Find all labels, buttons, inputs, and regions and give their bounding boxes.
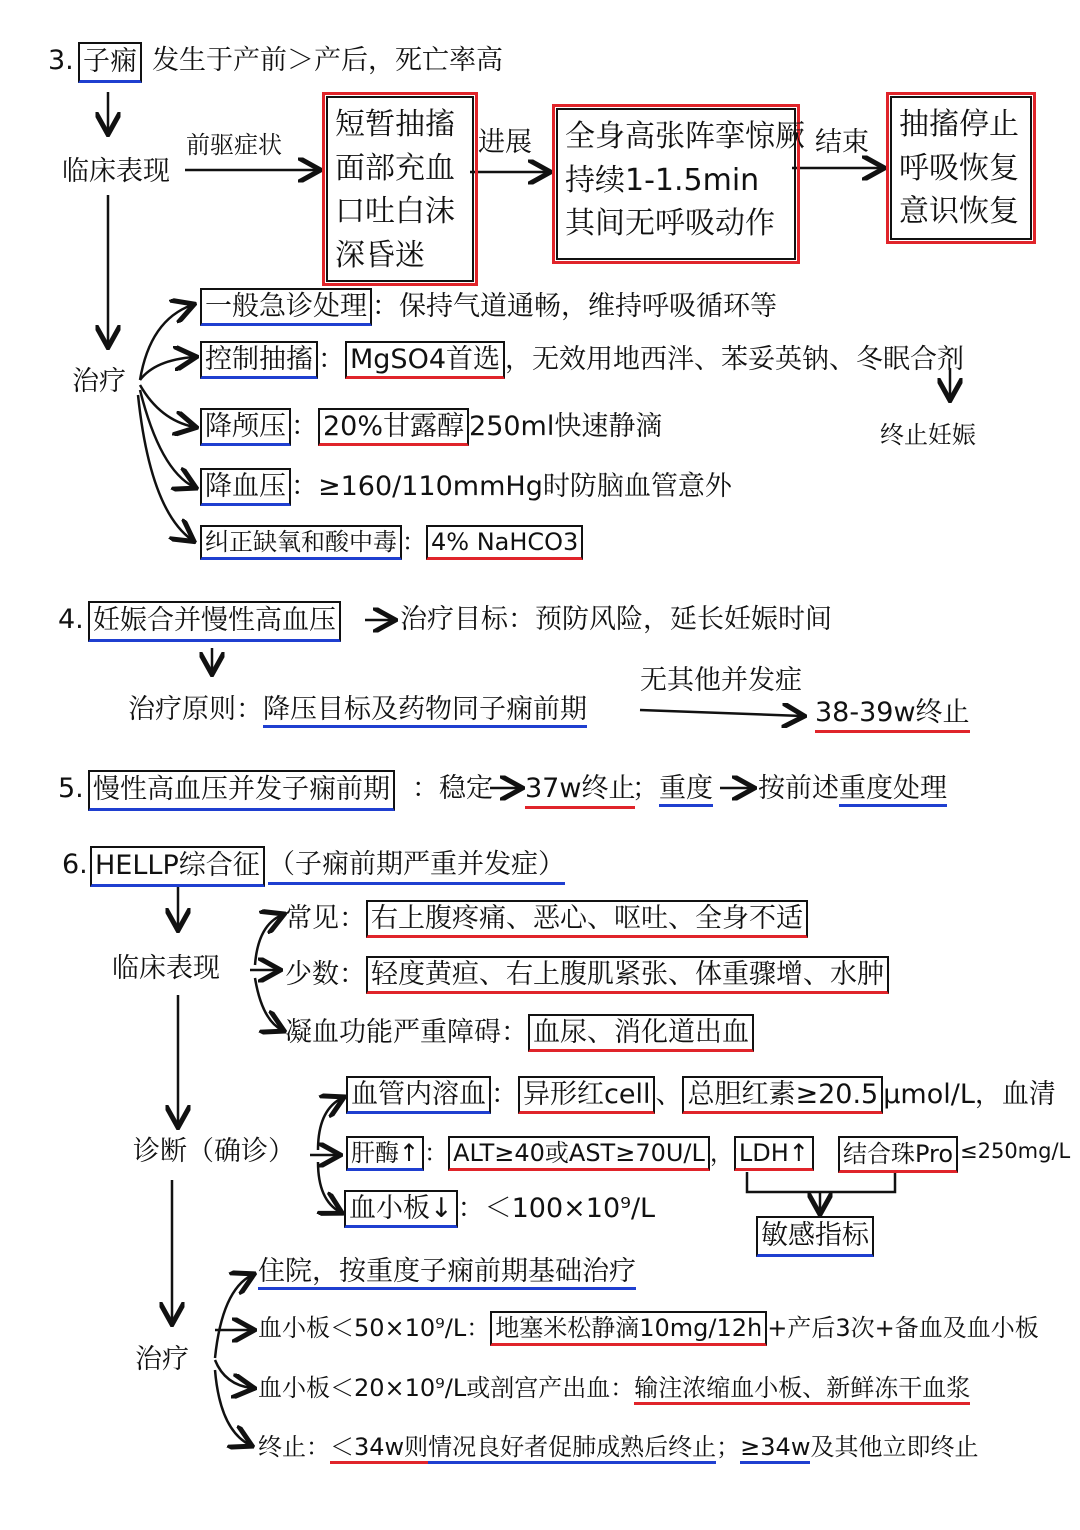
s6-subtitle: （子痫前期严重并发症） (268, 848, 565, 885)
s6-hemolysis-a: 异形红cell (518, 1076, 655, 1114)
section-5-title: 慢性高血压并发子痫前期 (88, 770, 395, 811)
s3-box1-line: 口吐白沫 (335, 194, 455, 229)
s3-box1-line: 短暂抽搐 (335, 107, 455, 142)
s3-progress-label: 进展 (478, 127, 532, 158)
s6-treat-4-d: ≥34w (740, 1433, 810, 1464)
s3-treat-item: 降颅压 ： 20%甘露醇 250ml快速静滴 (200, 410, 662, 444)
s6-plt-label: 血小板↓ (344, 1190, 458, 1228)
s6-treat-4 (258, 1432, 978, 1462)
s6-treat-2-highlight: 地塞米松静滴10mg/12h (490, 1311, 767, 1346)
s3-clinical-label: 临床表现 (62, 156, 170, 187)
s3-treat-item-text: ：保持气道通畅，维持呼吸循环等 (372, 291, 777, 322)
s3-box3-line: 意识恢复 (899, 194, 1019, 229)
s6-hemolysis-c: μmol/L，血清 (883, 1079, 1056, 1110)
section-5-number: 5. (58, 773, 84, 804)
s6-treat-3 (258, 1373, 970, 1403)
s6-hemolysis-b: 总胆红素≥20.5 (682, 1076, 883, 1114)
s3-box2-line: 持续1-1.5min (565, 162, 760, 198)
s3-treat-item (200, 290, 777, 324)
section-4-number: 4. (58, 604, 84, 635)
s3-treat-item-text: ，无效用地西泮、苯妥英钠、冬眠合剂 (505, 344, 965, 375)
section-6-number: 6. (62, 849, 88, 880)
s3-convulsion-box (552, 104, 805, 264)
s5-stable-label: 稳定 (439, 773, 493, 804)
s3-treat-item-label: 降血压 (200, 468, 291, 506)
s6-common-text: 右上腹疼痛、恶心、呕吐、全身不适 (366, 900, 808, 938)
s6-treat-4-e: 及其他立即终止 (810, 1433, 979, 1461)
s3-box1-line: 面部充血 (335, 150, 455, 186)
s3-treat-item-text: 250ml快速静滴 (469, 411, 663, 442)
s6-treat-1 (258, 1255, 636, 1289)
s6-diag-label: 诊断（确诊） (133, 1136, 295, 1167)
s3-treat-item: 纠正缺氧和酸中毒 ： 4% NaHCO3 (200, 527, 583, 557)
s3-recovery-box (886, 92, 1036, 244)
s6-treat-4-label: 终止： (258, 1433, 330, 1461)
s3-box2-line: 其间无呼吸动作 (565, 206, 775, 241)
s6-sensitive-indicator: 敏感指标 (756, 1216, 874, 1257)
s3-treat-item-highlight: 4% NaHCO3 (426, 525, 583, 560)
s5-stable: ：稳定 (412, 773, 493, 804)
s6-clinical-label: 临床表现 (112, 953, 220, 984)
section-6-title: HELLP综合征 (90, 846, 265, 887)
s4-principle-text: 降压目标及药物同子痫前期 (263, 694, 587, 728)
s6-liver-a: ALT≥40或AST≥70U/L (448, 1136, 710, 1171)
section-3-number: 3. (48, 45, 74, 76)
s5-severe-result-text: 重度处理 (839, 773, 947, 807)
s5-severe-label: 重度 (659, 773, 713, 807)
s6-treat-2-rest: +产后3次+备血及血小板 (767, 1314, 1039, 1342)
s6-common-label: 常见： (285, 903, 366, 934)
s3-treat-item-highlight: MgSO4首选 (345, 341, 505, 379)
s6-plt-text: ：＜100×10⁹/L (457, 1193, 656, 1224)
s3-box2-line: 全身高张阵挛惊厥 (565, 119, 805, 154)
s3-box3-line: 呼吸恢复 (899, 150, 1019, 186)
s6-few-label: 少数： (285, 959, 366, 990)
s6-liver-b: LDH↑ (734, 1136, 814, 1171)
s3-treat-label: 治疗 (72, 366, 126, 397)
s3-treat-item-highlight: 20%甘露醇 (318, 408, 469, 446)
s6-hemolysis-label: 血管内溶血 (346, 1076, 491, 1114)
s3-prodrome-label: 前驱症状 (186, 131, 282, 159)
s3-terminate-label: 终止妊娠 (880, 421, 976, 449)
section-3-title: 子痫 (78, 42, 142, 83)
s6-plt (344, 1192, 655, 1226)
s6-coag (285, 1016, 754, 1050)
s6-liver-d: ≤250mg/L (960, 1139, 1071, 1163)
section-3-desc: 发生于产前＞产后，死亡率高 (152, 45, 503, 76)
s3-treat-item (200, 470, 732, 504)
s5-severe-result (758, 772, 947, 806)
s6-treat-2-label: 血小板＜50×10⁹/L： (258, 1314, 491, 1342)
s6-treat-4-a: ＜34w则 (330, 1433, 428, 1464)
s5-severe: ；重度 (632, 772, 713, 806)
s6-treat-4-c: ； (716, 1433, 741, 1461)
s3-box1-line: 深昏迷 (335, 237, 425, 273)
s3-treat-item-label: 控制抽搐 (200, 341, 318, 379)
s6-coag-text: 血尿、消化道出血 (528, 1014, 754, 1052)
s5-stable-result: 37w终止 (525, 772, 635, 809)
s6-liver-label: 肝酶↑ (346, 1136, 424, 1171)
s4-arrow-text: 无其他并发症 (640, 665, 802, 696)
s6-few (285, 958, 889, 992)
s3-treat-item-label: 降颅压 (200, 408, 291, 446)
s3-treat-item-label: 纠正缺氧和酸中毒 (200, 525, 402, 560)
s6-liver-c: 结合珠Pro (838, 1136, 958, 1173)
s6-treat-1-text: 住院，按重度子痫前期基础治疗 (258, 1256, 636, 1290)
s6-treat-4-b: 情况良好者促肺成熟后终止 (428, 1433, 716, 1464)
section-4-title: 妊娠合并慢性高血压 (88, 601, 341, 642)
s6-treat-3-label: 血小板＜20×10⁹/L或剖宫产出血： (258, 1374, 635, 1402)
s3-box3-line: 抽搐停止 (899, 107, 1019, 142)
s3-treat-item: 控制抽搐 ： MgSO4首选 ，无效用地西泮、苯妥英钠、冬眠合剂 (200, 343, 964, 377)
s3-treat-item-label: 一般急诊处理 (200, 288, 372, 326)
s4-goal: 治疗目标：预防风险，延长妊娠时间 (400, 604, 832, 635)
s4-principle (128, 693, 587, 727)
s6-treat-label: 治疗 (135, 1344, 189, 1375)
s3-prodrome-box (322, 92, 478, 286)
s6-treat-2 (258, 1313, 1039, 1343)
s3-end-label: 结束 (815, 127, 869, 158)
s6-coag-label: 凝血功能严重障碍： (285, 1017, 528, 1048)
s6-few-text: 轻度黄疸、右上腹肌紧张、体重骤增、水肿 (366, 956, 889, 994)
s5-severe-result-pre: 按前述 (758, 773, 839, 804)
s3-treat-item-text: ：≥160/110mmHg时防脑血管意外 (291, 471, 732, 502)
s6-treat-3-text: 输注浓缩血小板、新鲜冻干血浆 (634, 1374, 970, 1405)
s6-liver: 肝酶↑ ： ALT≥40或AST≥70U/L ， LDH↑ (346, 1138, 814, 1168)
s4-result: 38-39w终止 (815, 696, 970, 733)
s6-common (285, 902, 808, 936)
s4-principle-label: 治疗原则： (128, 694, 263, 725)
s6-hemolysis: 血管内溶血 ： 异形红cell 、 总胆红素≥20.5 μmol/L，血清 (346, 1078, 1056, 1112)
